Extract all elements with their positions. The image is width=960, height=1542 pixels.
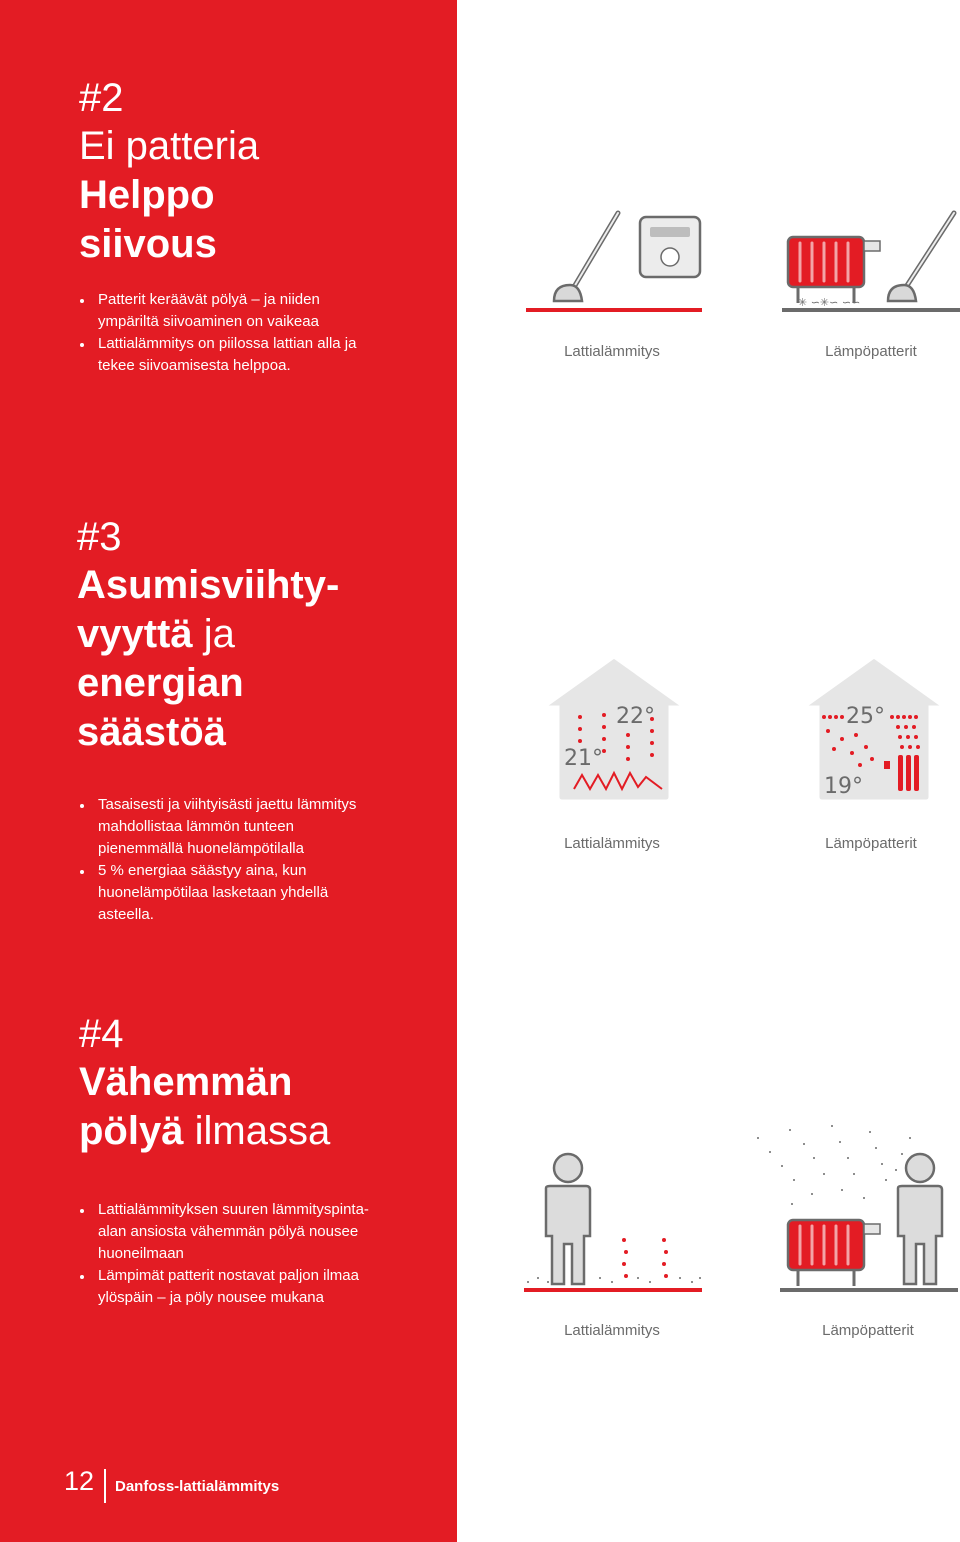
section-number: #4 — [79, 1012, 124, 1056]
page-number: 12 — [64, 1466, 95, 1496]
bullet-item: Patterit keräävät pölyä – ja niiden ympäriltä siivoaminen on vaikeaa — [79, 289, 369, 333]
vacuum-head — [554, 285, 582, 301]
bullet-item: Lattialämmitys on piilossa lattian alla ja tekee siivoamisesta helppoa. — [79, 333, 369, 377]
heated-floor-line — [526, 308, 702, 312]
caption-floor-heating: Lattialämmitys — [564, 835, 660, 852]
footer-divider — [104, 1469, 106, 1503]
plain-floor-line — [780, 1288, 958, 1292]
house-shape — [544, 657, 684, 801]
person-radiator-illustration — [752, 1118, 960, 1298]
bullet-item: Lämpimät patterit nostavat paljon ilmaa ylöspäin – ja pöly nousee mukana — [79, 1265, 374, 1309]
rising-dust-dots — [622, 1238, 668, 1278]
heated-floor-line — [524, 1288, 702, 1292]
bullet-list — [79, 794, 369, 926]
person-floor-heating-illustration — [520, 1148, 710, 1298]
temp-label: 21° — [564, 746, 603, 771]
thermostat-icon — [640, 217, 700, 277]
section-title-mixed — [77, 610, 339, 659]
house-radiator-illustration — [802, 655, 946, 805]
bullet-item: Tasaisesti ja viihtyisästi jaettu lämmitys mahdollistaa lämmön tunteen pienemmällä huonelämpötilalla — [79, 794, 369, 860]
person-icon — [546, 1154, 590, 1284]
title-bold-part: vyyttä — [77, 612, 193, 656]
title-light-part: ilmassa — [183, 1109, 331, 1153]
vacuum-head — [888, 285, 916, 301]
temp-label: 19° — [824, 774, 863, 799]
section-number: #2 — [79, 76, 124, 120]
title-light-part: ja — [192, 612, 235, 656]
dust-marks-icon: ✳ ∽✳∽ ∽∽ — [798, 296, 861, 309]
temp-label: 22° — [616, 704, 655, 729]
section-title-bold: siivous — [79, 222, 217, 266]
airborne-dust-dots — [757, 1125, 911, 1205]
bullet-item: 5 % energiaa säästyy aina, kun huonelämpötilaa lasketaan yhdellä asteella. — [79, 860, 369, 926]
bullet-item: Lattialämmityksen suuren lämmityspinta-alan ansiosta vähemmän pölyä nousee huoneilmaan — [79, 1199, 374, 1265]
section-title-light: Ei patteria — [79, 124, 260, 168]
vacuum-floor-heating-illustration — [520, 205, 710, 320]
section-title-bold: Vähemmän — [79, 1060, 293, 1104]
section-comfort — [77, 513, 357, 923]
vacuum-radiator-illustration — [776, 205, 960, 320]
title-bold-part: pölyä — [79, 1109, 184, 1153]
radiator-icon — [788, 1220, 880, 1286]
caption-radiators: Lämpöpatterit — [822, 1322, 914, 1339]
section-title-bold: Helppo — [79, 173, 215, 217]
bullet-list — [79, 289, 369, 377]
radiator-icon — [788, 237, 880, 303]
house-floor-heating-illustration — [542, 655, 686, 805]
section-title-bold: säästöä — [77, 710, 226, 754]
section-cleaning — [79, 74, 357, 374]
caption-floor-heating: Lattialämmitys — [564, 343, 660, 360]
temp-label: 25° — [846, 704, 885, 729]
bullet-list — [79, 1199, 374, 1309]
section-title-bold: Asumisviihty- — [77, 563, 340, 607]
section-number: #3 — [77, 515, 122, 559]
footer-brand: Danfoss-lattialämmitys — [115, 1478, 280, 1495]
caption-radiators: Lämpöpatterit — [825, 343, 917, 360]
section-dust — [79, 1010, 369, 1306]
caption-floor-heating: Lattialämmitys — [564, 1322, 660, 1339]
caption-radiators: Lämpöpatterit — [825, 835, 917, 852]
section-title-bold: energian — [77, 661, 244, 705]
section-title-mixed — [79, 1107, 330, 1156]
person-icon — [898, 1154, 942, 1284]
